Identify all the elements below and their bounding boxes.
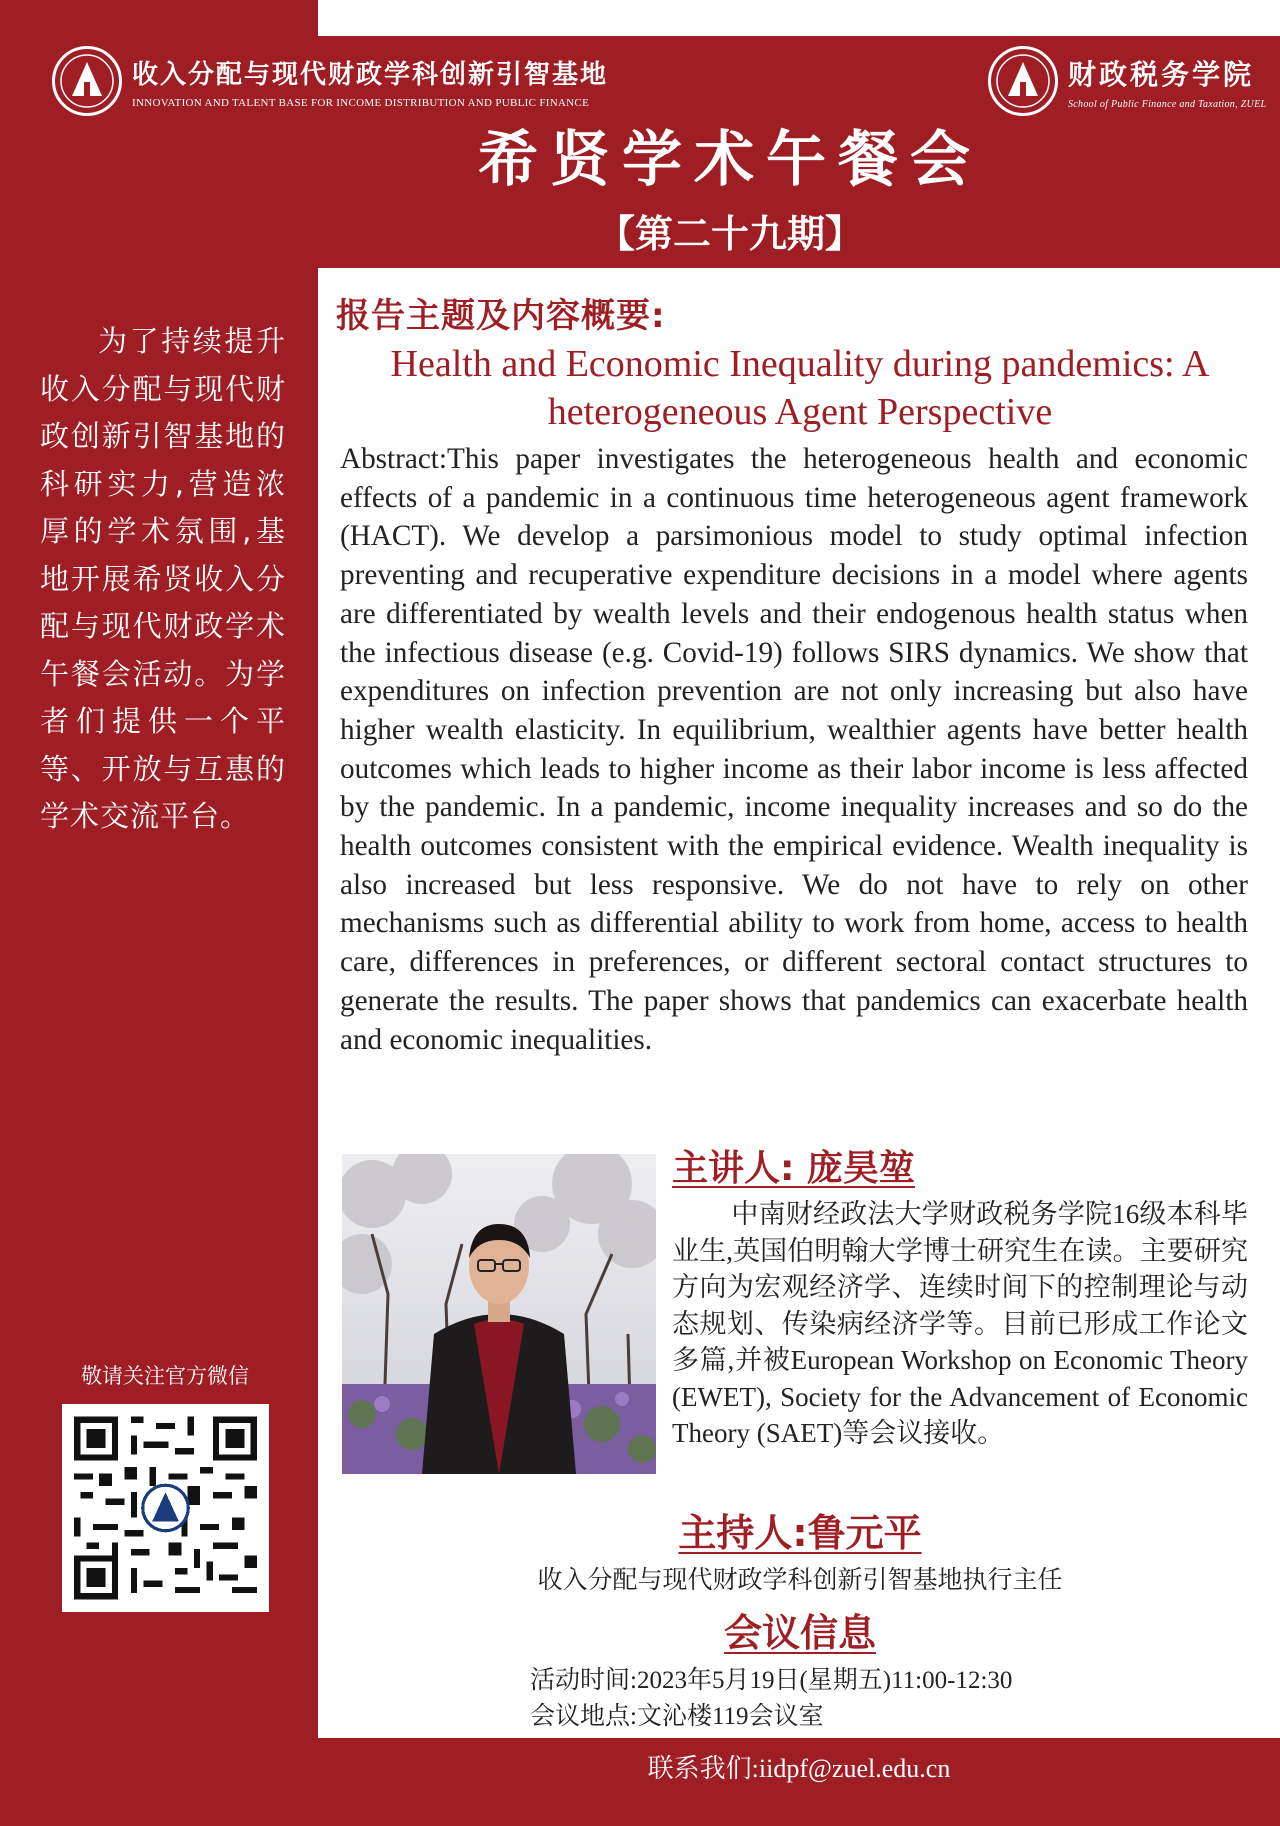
host-heading: 主持人:鲁元平 bbox=[678, 1511, 922, 1555]
top-white-strip bbox=[318, 0, 1280, 36]
follow-wechat-label: 敬请关注官方微信 bbox=[81, 1364, 249, 1388]
sidebar-intro: 为了持续提升收入分配与现代财政创新引智基地的科研实力,营造浓厚的学术氛围,基地开展希贤收入分配与现代财政学术午餐会活动。为学者们提供一个平等、开放与互惠的学术交流平台。 bbox=[40, 324, 286, 833]
speaker-bio: 中南财经政法大学财政税务学院16级本科毕业生,英国伯明翰大学博士研究生在读。主要研究方向为宏观经济学、连续时间下的控制理论与动态规划、传染病经济学等。目前已形成工作论文多篇,并被European Workshop on Economic Theory (EWET), Society for the Advancement of Economic Theory (SAET)等会议接收。 bbox=[672, 1199, 1248, 1448]
school-name-en: School of Public Finance and Taxation, ZUEL bbox=[1068, 98, 1267, 110]
talk-title: Health and Economic Inequality during pandemics: A heterogeneous Agent Perspective bbox=[390, 343, 1210, 433]
speaker-photo bbox=[342, 1154, 656, 1474]
talk-section-heading: 报告主题及内容概要: bbox=[336, 296, 666, 336]
meeting-info-heading: 会议信息 bbox=[723, 1611, 876, 1655]
meeting-time: 活动时间:2023年5月19日(星期五)11:00-12:30 bbox=[530, 1667, 1013, 1694]
school-name-cn: 财政税务学院 bbox=[1068, 57, 1255, 91]
issue-number: 【第二十九期】 bbox=[596, 212, 863, 256]
contact-email[interactable]: 联系我们:iidpf@zuel.edu.cn bbox=[647, 1754, 951, 1783]
school-logo bbox=[988, 46, 1266, 116]
meeting-place: 会议地点:文沁楼119会议室 bbox=[530, 1703, 824, 1730]
speaker-heading: 主讲人: 庞昊堃 bbox=[672, 1148, 915, 1189]
event-title: 希贤学术午餐会 bbox=[478, 125, 982, 195]
talk-abstract: Abstract:This paper investigates the heterogeneous health and economic effects of a pandemic in a continuous time heterogeneous agent framework (HACT). We develop a parsimonious model to study optimal infection preventing and recuperative expenditure decisions in a model where agents are differentiated by wealth levels and their endogenous health status when the infectious disease (e.g. Covid-19) follows SIRS dynamics. We show that expenditures on infection prevention are not only increasing but also have higher wealth elasticity. In equilibrium, wealthier agents have better health outcomes which leads to higher income as their labor income is less affected by the pandemic. In a pandemic, income inequality increases and so do the health outcomes consistent with the empirical evidence. Wealth inequality is also increased but less responsive. We do not have to rely on other mechanisms such as differential ability to work from home, access to health care, differences in preferences, or different sectoral contact structures to generate the results. The paper shows that pandemics can exacerbate health and economic inequalities. bbox=[340, 443, 1248, 1056]
base-logo bbox=[52, 46, 608, 116]
university-emblem-icon bbox=[52, 46, 122, 116]
base-name-cn: 收入分配与现代财政学科创新引智基地 bbox=[132, 59, 609, 90]
university-emblem-icon bbox=[988, 46, 1058, 116]
host-title: 收入分配与现代财政学科创新引智基地执行主任 bbox=[537, 1565, 1063, 1594]
base-name-en: INNOVATION AND TALENT BASE FOR INCOME DISTRIBUTION AND PUBLIC FINANCE bbox=[132, 96, 590, 109]
